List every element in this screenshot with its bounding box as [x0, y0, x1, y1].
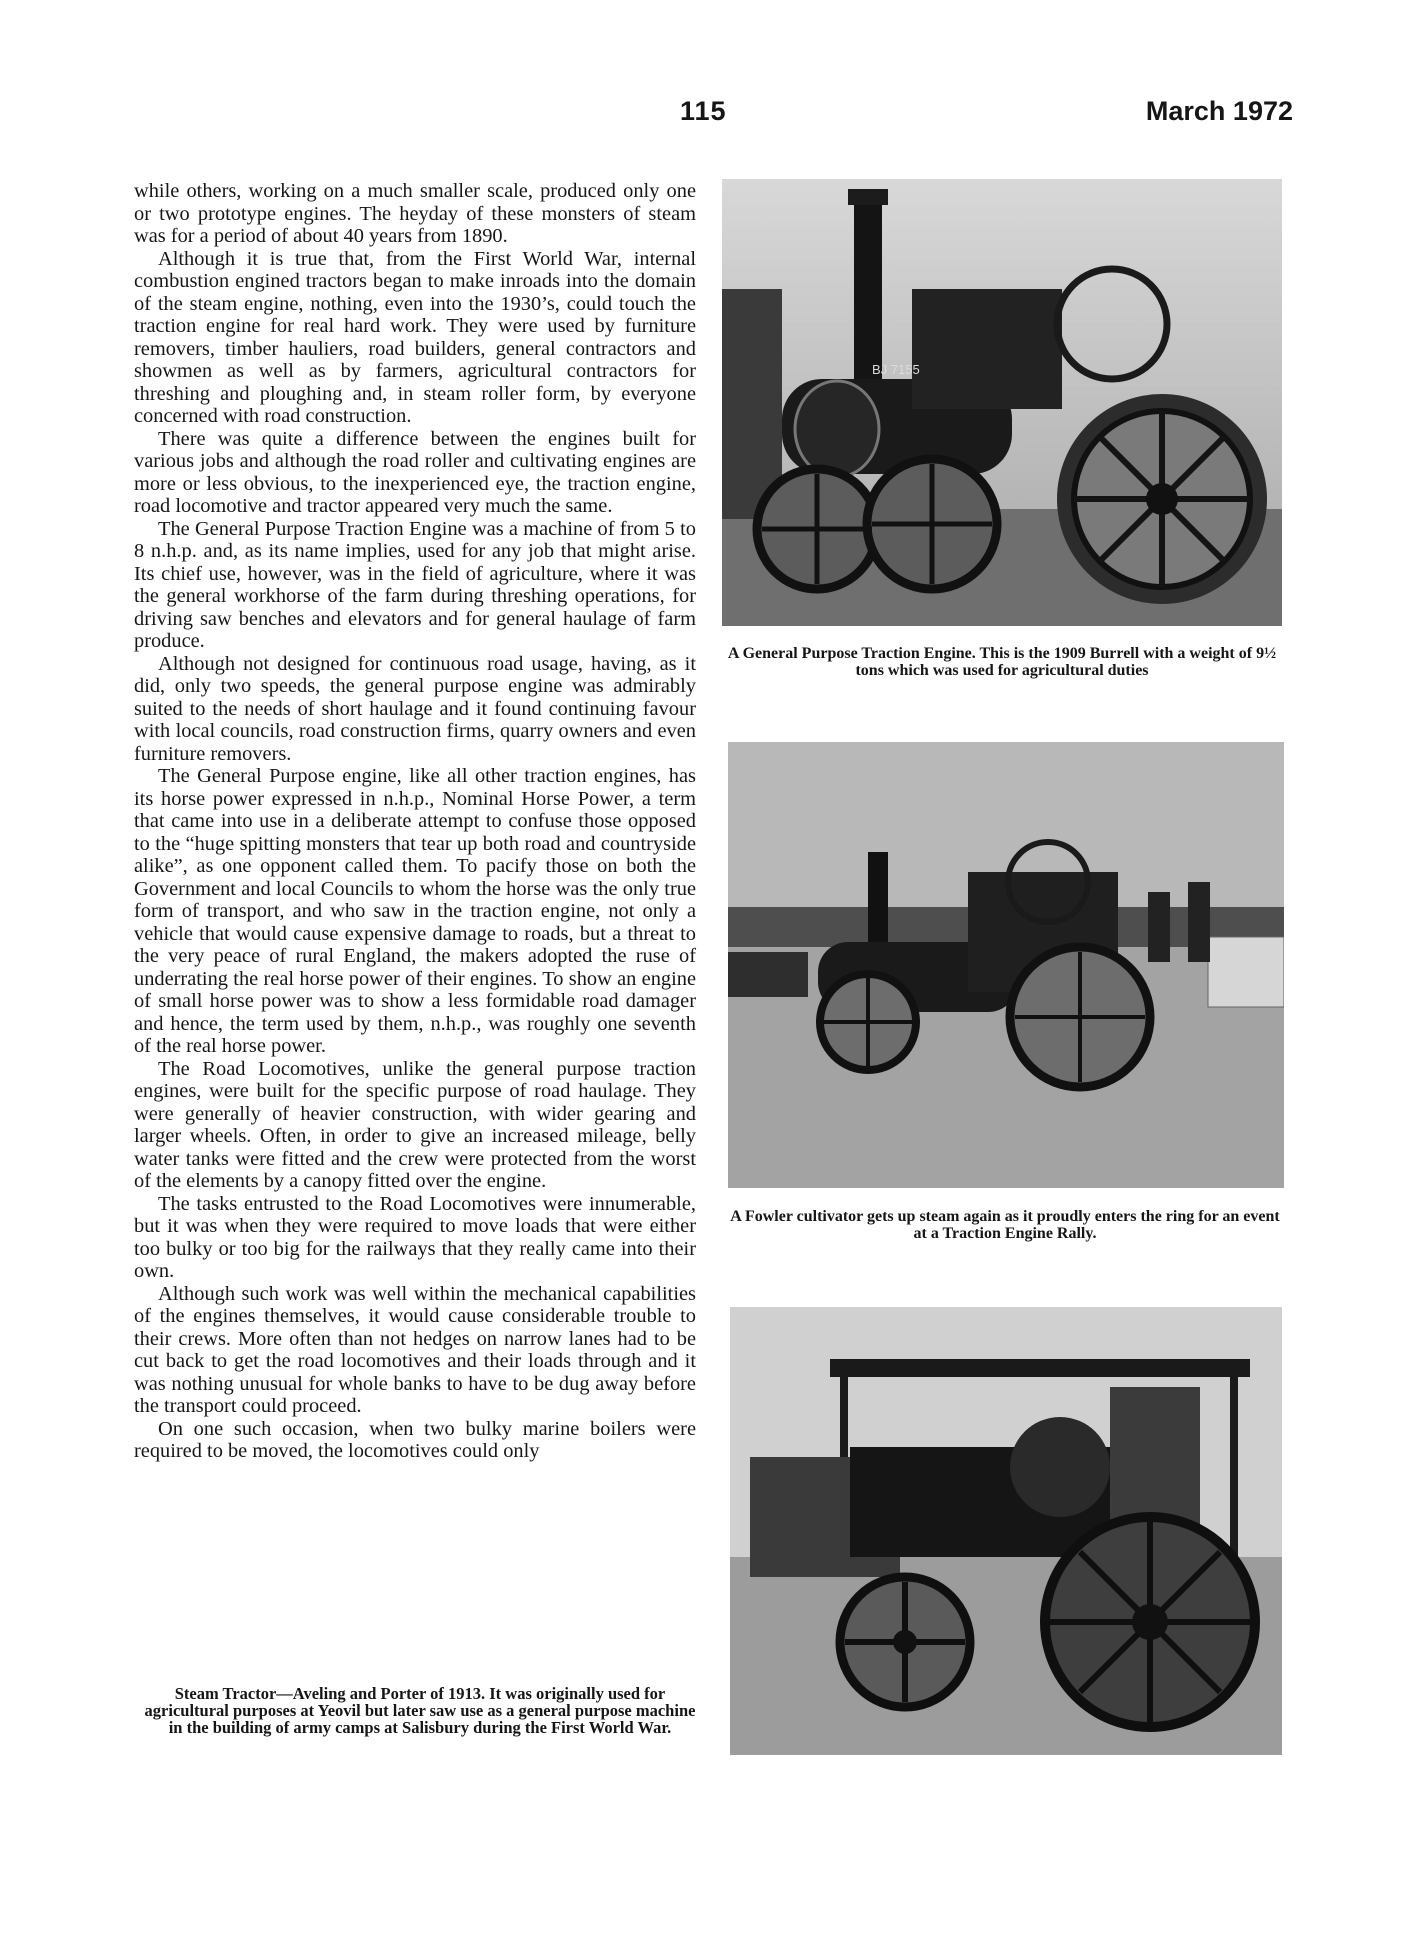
- article-paragraph: There was quite a difference between the engines built for various jobs and although the road roller and cultivating engines are more or less obvious, to the inexperienced eye, the traction engine, road locomotive and tractor appeared very much the same.: [134, 427, 696, 517]
- article-paragraph: Although such work was well within the mechanical capabilities of the engines themselves, it would cause considerable trouble to their crews. More often than not hedges on narrow lanes had to be cut back to get the road locomotives and their loads through and it was nothing unusual for whole banks to have to be dug away before the transport could proceed.: [134, 1282, 696, 1417]
- fowler-caption: A Fowler cultivator gets up steam again as it proudly enters the ring for an event at a Traction Engine Rally.: [730, 1208, 1280, 1242]
- article-paragraph: The Road Locomotives, unlike the general purpose traction engines, were built for the specific purpose of road haulage. They were generally of heavier construction, with wider gearing and larger wheels. Often, in order to give an increased mileage, belly water tanks were fitted and the crew were protected from the worst of the elements by a canopy fitted over the engine.: [134, 1057, 696, 1192]
- aveling-porter-photo: [730, 1307, 1282, 1755]
- fowler-cultivator-photo: [728, 742, 1284, 1188]
- article-paragraph: Although not designed for continuous road usage, having, as it did, only two speeds, the general purpose engine was admirably suited to the needs of short haulage and it found continuing favour with local councils, road construction firms, quarry owners and even furniture removers.: [134, 652, 696, 765]
- article-paragraph: Although it is true that, from the First World War, internal combustion engined tractors began to make inroads into the domain of the steam engine, nothing, even into the 1930’s, could touch the traction engine for real hard work. They were used by furniture removers, timber hauliers, road builders, general contractors and showmen as well as by farmers, agricultural contractors for threshing and ploughing and, in steam roller form, by everyone concerned with road construction.: [134, 247, 696, 427]
- burrell-caption: A General Purpose Traction Engine. This is the 1909 Burrell with a weight of 9½ tons which was used for agricultural duties: [727, 645, 1277, 679]
- page-number: 115: [680, 96, 727, 126]
- article-paragraph: The tasks entrusted to the Road Locomotives were innumerable, but it was when they were required to move loads that were either too bulky or too big for the railways that they really came into their own.: [134, 1192, 696, 1282]
- article-paragraph: On one such occasion, when two bulky marine boilers were required to be moved, the locomotives could only: [134, 1417, 696, 1462]
- article-column: [134, 180, 696, 1463]
- number-plate: BJ 7155: [872, 362, 920, 377]
- article-paragraph: The General Purpose Traction Engine was a machine of from 5 to 8 n.h.p. and, as its name implies, used for any job that might arise. Its chief use, however, was in the field of agriculture, where it was the general workhorse of the farm during threshing operations, for driving saw benches and elevators and for general haulage of farm produce.: [134, 517, 696, 652]
- burrell-engine-photo: [722, 179, 1282, 626]
- article-paragraph: while others, working on a much smaller scale, produced only one or two prototype engines. The heyday of these monsters of steam was for a period of about 40 years from 1890.: [134, 180, 696, 247]
- issue-date: March 1972: [1145, 96, 1293, 126]
- aveling-caption: Steam Tractor—Aveling and Porter of 1913. It was originally used for agricultural purposes at Yeovil but later saw use as a general purpose machine in the building of army camps at Salisbury during the First World War.: [144, 1684, 696, 1737]
- article-paragraph: The General Purpose engine, like all other traction engines, has its horse power expressed in n.h.p., Nominal Horse Power, a term that came into use in a deliberate attempt to confuse those opposed to the “huge spitting monsters that tear up both road and countryside alike”, as one opponent called them. To pacify those on both the Government and local Councils to whom the horse was the only true form of transport, and who saw in the traction engine, not only a vehicle that would cause expensive damage to roads, but a threat to the very peace of rural England, the makers adopted the ruse of underrating the real horse power of their engines. To show an engine of small horse power was to show a less formidable road damager and hence, the term used by them, n.h.p., was roughly one seventh of the real horse power.: [134, 765, 696, 1057]
